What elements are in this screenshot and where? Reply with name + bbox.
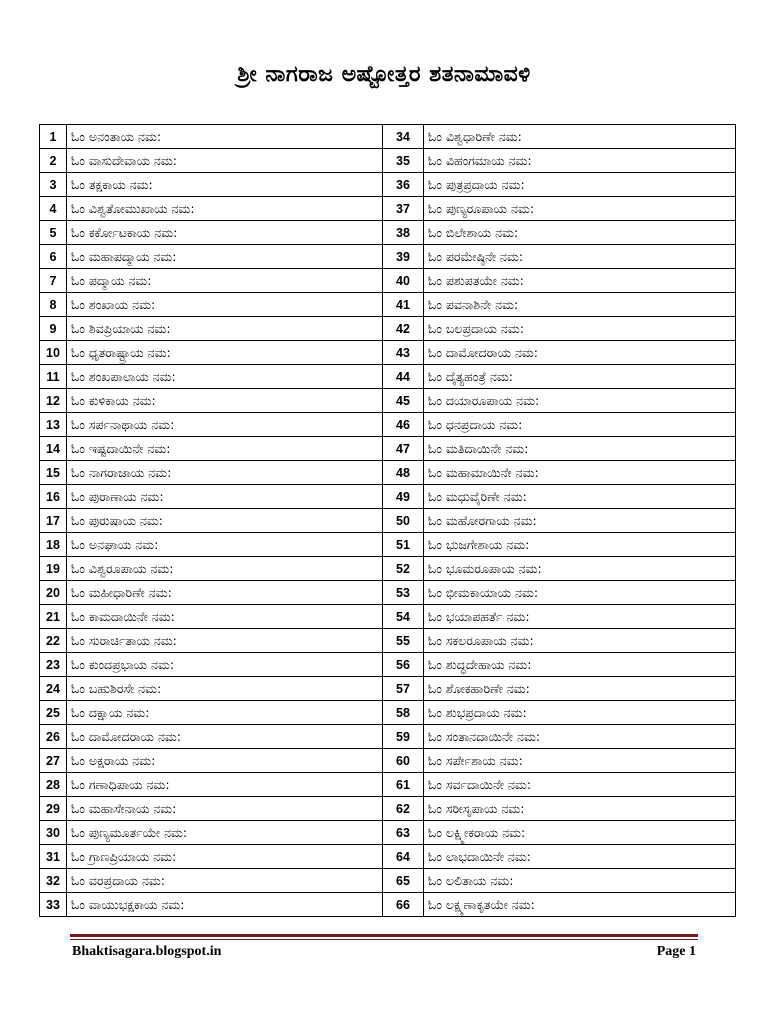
name-cell: ಓಂ ಮಹೋರಗಾಯ ನಮ: [424, 509, 736, 533]
row-number: 50 [383, 509, 424, 533]
table-row [40, 629, 736, 653]
name-cell: ಓಂ ಧೃತರಾಷ್ಟ್ರಾಯ ನಮ: [67, 341, 383, 365]
name-cell: ಓಂ ಕುಳಿಕಾಯ ನಮ: [67, 389, 383, 413]
name-cell: ಓಂ ಮಹಾಪದ್ಮಾಯ ನಮ: [67, 245, 383, 269]
name-cell: ಓಂ ಲಕ್ಷ್ಮಣಾಕೃತಯೇ ನಮ: [424, 893, 736, 917]
table-row [40, 269, 736, 293]
name-cell: ಓಂ ಗಣಾಧಿಪಾಯ ನಮ: [67, 773, 383, 797]
table-row [40, 557, 736, 581]
name-cell: ಓಂ ಲಕ್ಷ್ಮೀಕರಾಯ ನಮ: [424, 821, 736, 845]
row-number: 9 [40, 317, 67, 341]
row-number: 5 [40, 221, 67, 245]
name-cell: ಓಂ ಸಕಲರೂಪಾಯ ನಮ: [424, 629, 736, 653]
name-cell: ಓಂ ಶುಭಪ್ರದಾಯ ನಮ: [424, 701, 736, 725]
row-number: 60 [383, 749, 424, 773]
row-number: 61 [383, 773, 424, 797]
name-cell: ಓಂ ಭುಜಗೇಶಾಯ ನಮ: [424, 533, 736, 557]
name-cell: ಓಂ ಪುತ್ರಪ್ರದಾಯ ನಮ: [424, 173, 736, 197]
footer-divider [70, 934, 698, 937]
table-row [40, 461, 736, 485]
names-table-body [40, 125, 736, 917]
name-cell: ಓಂ ಪರಮೇಷ್ಠಿನೇ ನಮ: [424, 245, 736, 269]
name-cell: ಓಂ ಕುಂದಪ್ರಭಾಯ ನಮ: [67, 653, 383, 677]
table-row [40, 341, 736, 365]
row-number: 43 [383, 341, 424, 365]
row-number: 55 [383, 629, 424, 653]
name-cell: ಓಂ ಸರ್ವದಾಯಿನೇ ನಮ: [424, 773, 736, 797]
name-cell: ಓಂ ನಾಗರಾಜಾಯ ನಮ: [67, 461, 383, 485]
row-number: 30 [40, 821, 67, 845]
name-cell: ಓಂ ಧನಪ್ರದಾಯ ನಮ: [424, 413, 736, 437]
name-cell: ಓಂ ದೈತ್ಯಹಂತ್ರೆ ನಮ: [424, 365, 736, 389]
row-number: 63 [383, 821, 424, 845]
row-number: 13 [40, 413, 67, 437]
table-row [40, 389, 736, 413]
name-cell: ಓಂ ವಿಶ್ವತೋಮುಖಾಯ ನಮ: [67, 197, 383, 221]
table-row [40, 677, 736, 701]
name-cell: ಓಂ ಮಹೀಧಾರಿಣೇ ನಮ: [67, 581, 383, 605]
name-cell: ಓಂ ಇಷ್ಟದಾಯಿನೇ ನಮ: [67, 437, 383, 461]
row-number: 65 [383, 869, 424, 893]
table-row [40, 485, 736, 509]
name-cell: ಓಂ ವಾಯುಭಕ್ಷಕಾಯ ನಮ: [67, 893, 383, 917]
row-number: 59 [383, 725, 424, 749]
row-number: 18 [40, 533, 67, 557]
name-cell: ಓಂ ಬಲಪ್ರದಾಯ ನಮ: [424, 317, 736, 341]
name-cell: ಓಂ ವರಪ್ರದಾಯ ನಮ: [67, 869, 383, 893]
row-number: 40 [383, 269, 424, 293]
row-number: 57 [383, 677, 424, 701]
name-cell: ಓಂ ಪುರಾಣಾಯ ನಮ: [67, 485, 383, 509]
row-number: 47 [383, 437, 424, 461]
table-row [40, 581, 736, 605]
table-row [40, 749, 736, 773]
name-cell: ಓಂ ಪುರುಷಾಯ ನಮ: [67, 509, 383, 533]
name-cell: ಓಂ ಸುರಾರ್ಚಿತಾಯ ನಮ: [67, 629, 383, 653]
table-row [40, 773, 736, 797]
row-number: 53 [383, 581, 424, 605]
table-row [40, 149, 736, 173]
row-number: 3 [40, 173, 67, 197]
row-number: 17 [40, 509, 67, 533]
row-number: 22 [40, 629, 67, 653]
table-row [40, 437, 736, 461]
name-cell: ಓಂ ದಯಾರೂಪಾಯ ನಮ: [424, 389, 736, 413]
footer-divider-thin [70, 939, 698, 940]
row-number: 37 [383, 197, 424, 221]
page-title: ಶ್ರೀ ನಾಗರಾಜ ಅಷ್ಟೋತ್ತರ ಶತನಾಮಾವಳಿ [237, 62, 531, 87]
name-cell: ಓಂ ಬಹುಶಿರಸೇ ನಮ: [67, 677, 383, 701]
name-cell: ಓಂ ಪದ್ಮಾಯ ನಮ: [67, 269, 383, 293]
table-row [40, 173, 736, 197]
name-cell: ಓಂ ಲಾಭದಾಯಿನೇ ನಮ: [424, 845, 736, 869]
row-number: 39 [383, 245, 424, 269]
table-row [40, 125, 736, 149]
row-number: 32 [40, 869, 67, 893]
row-number: 12 [40, 389, 67, 413]
row-number: 42 [383, 317, 424, 341]
table-row [40, 245, 736, 269]
table-row [40, 605, 736, 629]
name-cell: ಓಂ ಶಿವಪ್ರಿಯಾಯ ನಮ: [67, 317, 383, 341]
row-number: 10 [40, 341, 67, 365]
name-cell: ಓಂ ಶಂಖಪಾಲಾಯ ನಮ: [67, 365, 383, 389]
name-cell: ಓಂ ಬಿಲೇಶಾಯ ನಮ: [424, 221, 736, 245]
row-number: 36 [383, 173, 424, 197]
row-number: 52 [383, 557, 424, 581]
name-cell: ಓಂ ಸಂತಾನದಾಯಿನೇ ನಮ: [424, 725, 736, 749]
table-row [40, 701, 736, 725]
row-number: 35 [383, 149, 424, 173]
row-number: 25 [40, 701, 67, 725]
name-cell: ಓಂ ಪುಣ್ಯರೂಪಾಯ ನಮ: [424, 197, 736, 221]
table-row [40, 797, 736, 821]
row-number: 49 [383, 485, 424, 509]
row-number: 26 [40, 725, 67, 749]
row-number: 14 [40, 437, 67, 461]
table-row [40, 317, 736, 341]
row-number: 46 [383, 413, 424, 437]
row-number: 28 [40, 773, 67, 797]
footer-site-link[interactable]: Bhaktisagara.blogspot.in [72, 944, 222, 959]
row-number: 54 [383, 605, 424, 629]
row-number: 58 [383, 701, 424, 725]
table-row [40, 197, 736, 221]
table-row [40, 725, 736, 749]
name-cell: ಓಂ ವಿಶ್ವರೂಪಾಯ ನಮ: [67, 557, 383, 581]
table-row [40, 533, 736, 557]
row-number: 21 [40, 605, 67, 629]
name-cell: ಓಂ ಕರ್ಕೋಟಕಾಯ ನಮ: [67, 221, 383, 245]
row-number: 48 [383, 461, 424, 485]
name-cell: ಓಂ ತಕ್ಷಕಾಯ ನಮ: [67, 173, 383, 197]
row-number: 45 [383, 389, 424, 413]
row-number: 62 [383, 797, 424, 821]
name-cell: ಓಂ ವಿಹಂಗಮಾಯ ನಮ: [424, 149, 736, 173]
table-row [40, 413, 736, 437]
name-cell: ಓಂ ದಕ್ಷಾಯ ನಮ: [67, 701, 383, 725]
name-cell: ಓಂ ವಿಶ್ವಧಾರಿಣೇ ನಮ: [424, 125, 736, 149]
table-row [40, 893, 736, 917]
name-cell: ಓಂ ಮತಿದಾಯಿನೇ ನಮ: [424, 437, 736, 461]
row-number: 51 [383, 533, 424, 557]
row-number: 8 [40, 293, 67, 317]
name-cell: ಓಂ ವಾಸುದೇವಾಯ ನಮ: [67, 149, 383, 173]
name-cell: ಓಂ ಶಂಖಾಯ ನಮ: [67, 293, 383, 317]
row-number: 56 [383, 653, 424, 677]
row-number: 11 [40, 365, 67, 389]
row-number: 44 [383, 365, 424, 389]
row-number: 7 [40, 269, 67, 293]
name-cell: ಓಂ ದಾಮೋದರಾಯ ನಮ: [67, 725, 383, 749]
name-cell: ಓಂ ಲಲಿತಾಯ ನಮ: [424, 869, 736, 893]
name-cell: ಓಂ ಸರ್ಪನಾಥಾಯ ನಮ: [67, 413, 383, 437]
row-number: 41 [383, 293, 424, 317]
row-number: 24 [40, 677, 67, 701]
table-row [40, 509, 736, 533]
row-number: 38 [383, 221, 424, 245]
row-number: 34 [383, 125, 424, 149]
name-cell: ಓಂ ದಾಮೋದರಾಯ ನಮ: [424, 341, 736, 365]
row-number: 66 [383, 893, 424, 917]
row-number: 64 [383, 845, 424, 869]
names-table [39, 124, 736, 917]
table-row [40, 221, 736, 245]
table-row [40, 845, 736, 869]
table-row [40, 821, 736, 845]
name-cell: ಓಂ ಅನಘಾಯ ನಮ: [67, 533, 383, 557]
name-cell: ಓಂ ಅಕ್ಷರಾಯ ನಮ: [67, 749, 383, 773]
row-number: 31 [40, 845, 67, 869]
name-cell: ಓಂ ಮಧುವೈರಿಣೇ ನಮ: [424, 485, 736, 509]
row-number: 4 [40, 197, 67, 221]
name-cell: ಓಂ ಪವನಾಶಿನೇ ನಮ: [424, 293, 736, 317]
row-number: 16 [40, 485, 67, 509]
row-number: 1 [40, 125, 67, 149]
name-cell: ಓಂ ಶೋಕಹಾರಿಣೇ ನಮ: [424, 677, 736, 701]
name-cell: ಓಂ ಗ್ರಾಣಪ್ರಿಯಾಯ ನಮ: [67, 845, 383, 869]
row-number: 23 [40, 653, 67, 677]
name-cell: ಓಂ ಭಯಾಪಹರ್ತೆ ನಮ: [424, 605, 736, 629]
name-cell: ಓಂ ಶುದ್ಧದೇಹಾಯ ನಮ: [424, 653, 736, 677]
name-cell: ಓಂ ಪಶುಪತಯೇ ನಮ: [424, 269, 736, 293]
name-cell: ಓಂ ಸರ್ಪೇಶಾಯ ನಮ: [424, 749, 736, 773]
name-cell: ಓಂ ಭೀಮಕಾಯಾಯ ನಮ: [424, 581, 736, 605]
row-number: 6 [40, 245, 67, 269]
table-row [40, 869, 736, 893]
name-cell: ಓಂ ಪುಣ್ಯಮೂರ್ತಯೇ ನಮ: [67, 821, 383, 845]
page-number: Page 1 [656, 944, 696, 959]
row-number: 15 [40, 461, 67, 485]
row-number: 19 [40, 557, 67, 581]
row-number: 29 [40, 797, 67, 821]
row-number: 2 [40, 149, 67, 173]
name-cell: ಓಂ ಮಹಾಸೇನಾಯ ನಮ: [67, 797, 383, 821]
row-number: 33 [40, 893, 67, 917]
table-row [40, 653, 736, 677]
row-number: 20 [40, 581, 67, 605]
row-number: 27 [40, 749, 67, 773]
table-row [40, 365, 736, 389]
table-row [40, 293, 736, 317]
name-cell: ಓಂ ಸರೀಸೃಪಾಯ ನಮ: [424, 797, 736, 821]
name-cell: ಓಂ ಭೂಮರೂಪಾಯ ನಮ: [424, 557, 736, 581]
name-cell: ಓಂ ಅನಂತಾಯ ನಮ: [67, 125, 383, 149]
name-cell: ಓಂ ಕಾಮದಾಯಿನೇ ನಮ: [67, 605, 383, 629]
name-cell: ಓಂ ಮಹಾಮಾಯಿನೇ ನಮ: [424, 461, 736, 485]
